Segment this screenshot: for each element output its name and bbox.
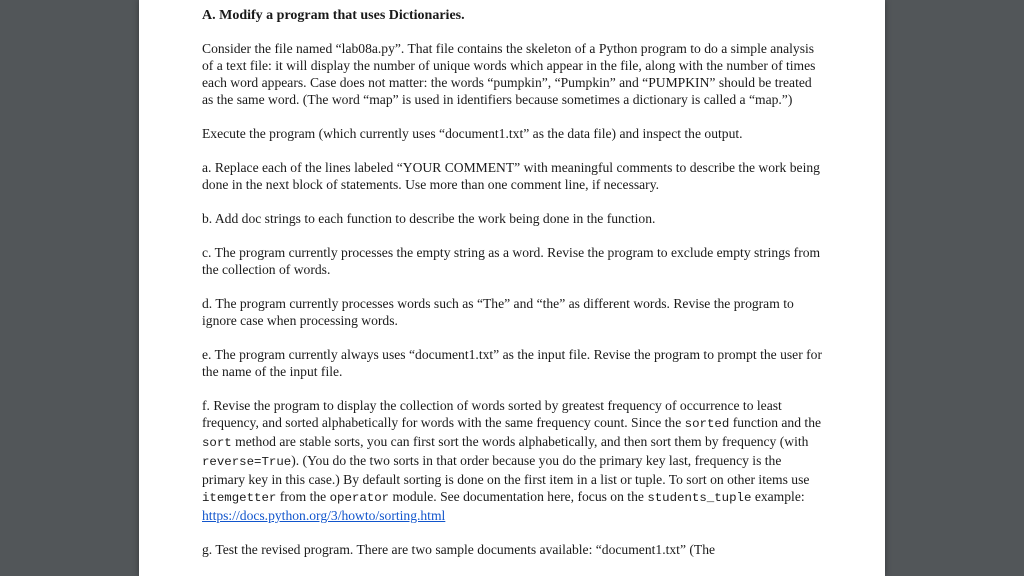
section-heading: A. Modify a program that uses Dictionaries.	[202, 8, 465, 23]
item-f-text-1: f. Revise the program to display the collection of words sorted by greatest frequency of occurrence to least frequency, and sorted alphabetically for words with the same frequency count. Since the	[202, 398, 782, 430]
code-sorted: sorted	[684, 417, 730, 431]
item-f-text-7: example:	[751, 489, 805, 504]
item-g-partial: g. Test the revised program. There are two sample documents available: “document1.txt” (The	[202, 542, 716, 557]
document-content	[202, 7, 822, 558]
intro-paragraph: Consider the file named “lab08a.py”. That file contains the skeleton of a Python program to do a simple analysis of a text file: it will display the number of unique words which appear in the file, along with the number of times each word appears. Case does not matter: the words “pumpkin”, “Pumpkin” and “PUMPKIN” should be treated as the same word. (The word “map” is used in identifiers because sometimes a dictionary is called a “map.”)	[202, 41, 816, 107]
code-itemgetter: itemgetter	[202, 491, 277, 505]
code-operator: operator	[329, 491, 390, 505]
item-f-text-3: method are stable sorts, you can first sort the words alphabetically, and then sort them by frequency (with	[231, 434, 809, 449]
code-sort: sort	[202, 436, 232, 450]
item-f-text-4: ). (You do the two sorts in that order because you do the primary key last, frequency is the primary key in this case.) By default sorting is done on the first item in a list or tuple. To sort on other items use	[202, 453, 810, 487]
code-reverse-true: reverse=True	[202, 455, 292, 469]
item-f-text-5: from the	[276, 489, 330, 504]
item-f	[202, 397, 822, 524]
item-f-text-6: module. See documentation here, focus on the	[389, 489, 648, 504]
document-page	[139, 0, 885, 576]
item-a: a. Replace each of the lines labeled “YOUR COMMENT” with meaningful comments to describe the work being done in the next block of statements. Use more than one comment line, if necessary.	[202, 160, 820, 192]
item-b: b. Add doc strings to each function to describe the work being done in the function.	[202, 211, 656, 226]
item-d: d. The program currently processes words such as “The” and “the” as different words. Revise the program to ignore case when processing words.	[202, 296, 794, 328]
execute-paragraph: Execute the program (which currently uses “document1.txt” as the data file) and inspect the output.	[202, 126, 743, 141]
item-c: c. The program currently processes the empty string as a word. Revise the program to exclude empty strings from the collection of words.	[202, 245, 821, 277]
code-students-tuple: students_tuple	[647, 491, 752, 505]
item-e: e. The program currently always uses “document1.txt” as the input file. Revise the program to prompt the user for the name of the input file.	[202, 347, 822, 379]
sorting-howto-link[interactable]: https://docs.python.org/3/howto/sorting.html	[202, 508, 446, 523]
item-f-text-2: function and the	[729, 415, 822, 430]
